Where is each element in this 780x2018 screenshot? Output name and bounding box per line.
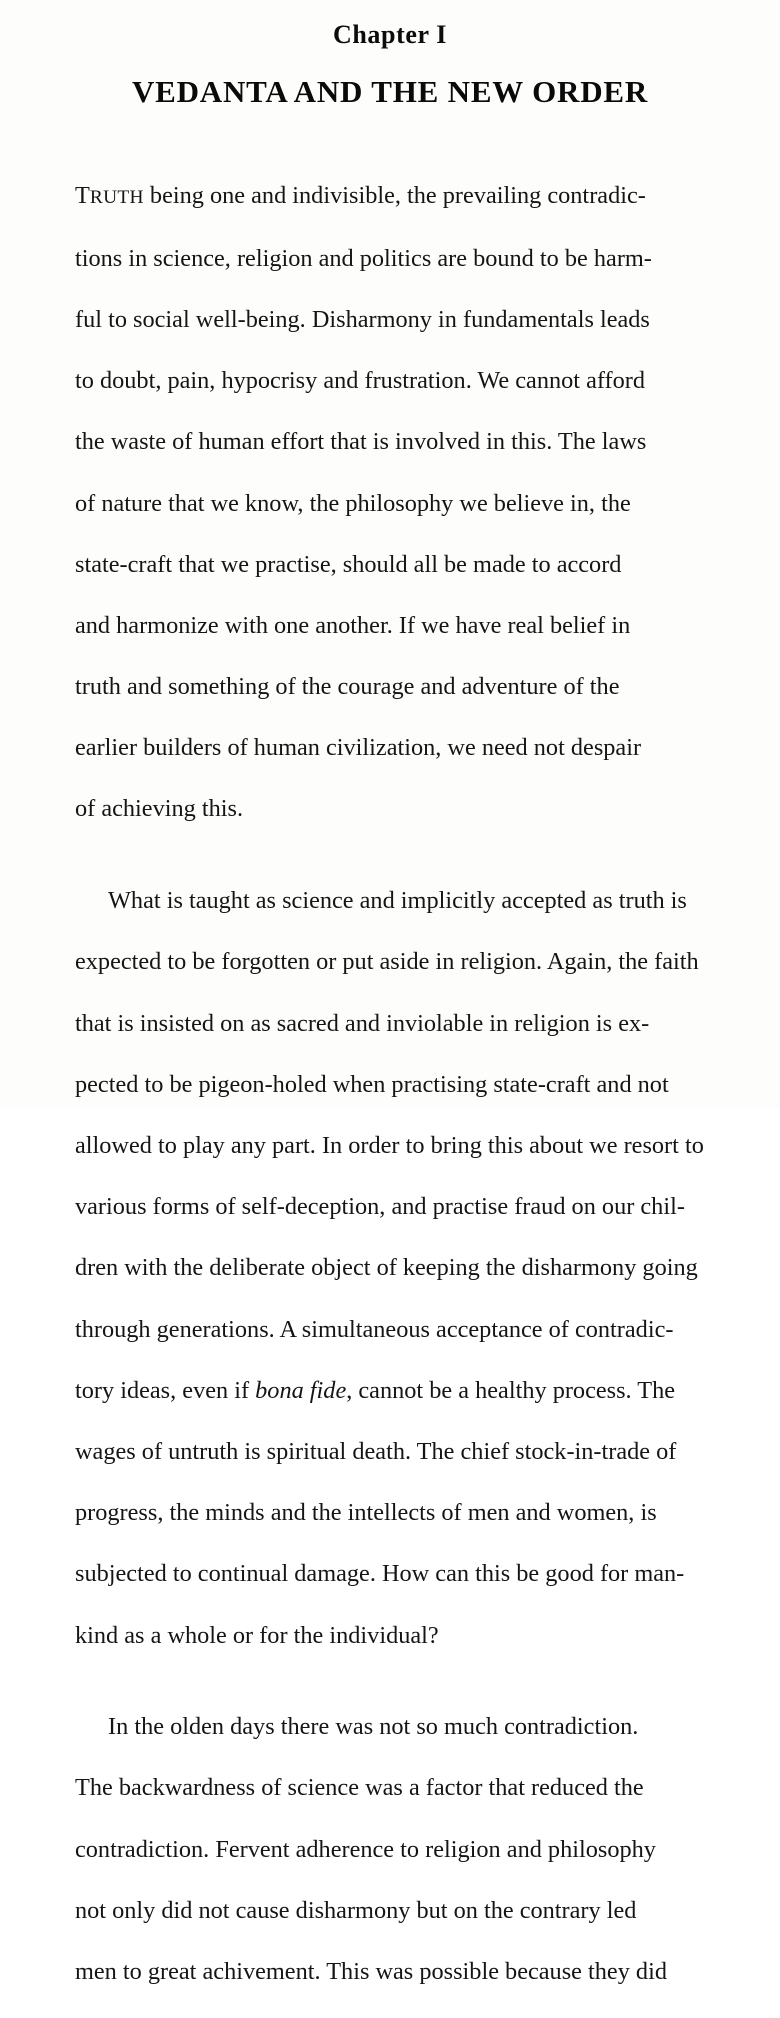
paragraph-1-line-11: of achieving this. xyxy=(75,795,244,823)
paragraph-2-line-8: through generations. A simultaneous acceptance of contradic- xyxy=(75,1315,674,1343)
italic-phrase-bona-fide: bona fide xyxy=(255,1376,347,1404)
paragraph-1-line-2: tions in science, religion and politics are bound to be harm- xyxy=(75,244,652,272)
paragraph-2-line-9-after-italic: , cannot be a healthy process. The xyxy=(346,1376,676,1404)
body-text xyxy=(75,150,712,2018)
paragraph-2-line-3: that is insisted on as sacred and inviolable in religion is ex- xyxy=(75,1009,650,1037)
paragraph-2 xyxy=(75,856,712,1682)
page-title: VEDANTA AND THE NEW ORDER xyxy=(131,74,649,109)
paragraph-1-line-3: ful to social well-being. Disharmony in fundamentals leads xyxy=(75,305,650,333)
paragraph-3 xyxy=(75,1682,712,2018)
paragraph-1-line-10: earlier builders of human civilization, we need not despair xyxy=(75,734,642,762)
paragraph-1-line-8: and harmonize with one another. If we have real belief in xyxy=(75,611,631,639)
paragraph-2-line-1 xyxy=(75,886,712,917)
paragraph-1-line-1-text: being one and indivisible, the prevailing contradic- xyxy=(149,181,646,209)
paragraph-2-line-5: allowed to play any part. In order to bring this about we resort to xyxy=(75,1132,704,1159)
small-caps-rest: RUTH xyxy=(89,186,144,208)
paragraph-3-line-2: The backwardness of science was a factor that reduced the xyxy=(75,1774,644,1802)
paragraph-2-line-7: dren with the deliberate object of keeping the disharmony going xyxy=(75,1254,698,1282)
paragraph-2-line-13: kind as a whole or for the individual? xyxy=(75,1621,439,1649)
paragraph-1-line-4: to doubt, pain, hypocrisy and frustration. We cannot afford xyxy=(75,367,646,395)
chapter-label: Chapter I xyxy=(333,20,447,49)
paragraph-2-line-2: expected to be forgotten or put aside in religion. Again, the faith xyxy=(75,948,699,976)
paragraph-2-line-10: wages of untruth is spiritual death. The chief stock-in-trade of xyxy=(75,1437,677,1465)
paragraph-2-line-6: various forms of self-deception, and practise fraud on our chil- xyxy=(75,1193,685,1221)
paragraph-2-line-4: pected to be pigeon-holed when practising state-craft and not xyxy=(75,1070,669,1098)
paragraph-3-line-4: not only did not cause disharmony but on the contrary led xyxy=(75,1896,637,1924)
paragraph-2-line-12: subjected to continual damage. How can this be good for man- xyxy=(75,1560,685,1588)
paragraph-1-line-6: of nature that we know, the philosophy we believe in, the xyxy=(75,489,631,517)
paragraph-1-line-9: truth and something of the courage and adventure of the xyxy=(75,673,620,701)
small-caps-initial: T xyxy=(75,181,90,209)
paragraph-2-line-11: progress, the minds and the intellects of men and women, is xyxy=(75,1499,657,1527)
paragraph-1-line-1 xyxy=(75,181,712,214)
paragraph-1-line-5: the waste of human effort that is involved in this. The laws xyxy=(75,428,647,456)
paragraph-3-line-1 xyxy=(75,1712,712,1743)
paragraph-1-line-7: state-craft that we practise, should all be made to accord xyxy=(75,550,622,578)
paragraph-2-line-9 xyxy=(75,1376,712,1407)
paragraph-1 xyxy=(75,150,712,856)
paragraph-2-line-9-before-italic: tory ideas, even if xyxy=(75,1376,256,1404)
paragraph-3-line-5: men to great achivement. This was possible because they did xyxy=(75,1958,667,1986)
paragraph-3-line-1-text: In the olden days there was not so much contradiction. xyxy=(108,1713,639,1741)
paragraph-2-line-1-text: What is taught as science and implicitly accepted as truth is xyxy=(108,887,687,915)
small-caps-opening xyxy=(75,182,144,209)
paragraph-3-line-3: contradiction. Fervent adherence to religion and philosophy xyxy=(75,1835,656,1863)
